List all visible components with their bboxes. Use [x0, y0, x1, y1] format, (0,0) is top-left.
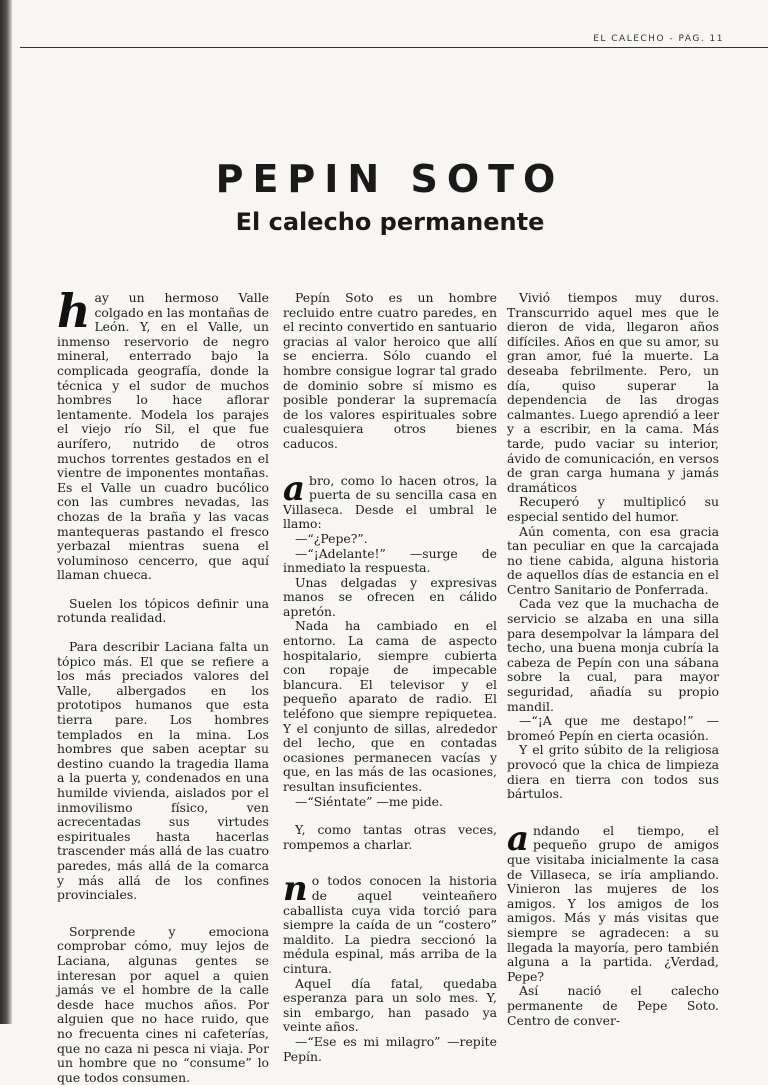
article-title: PEPIN SOTO	[215, 157, 565, 202]
column-2	[283, 291, 497, 1064]
column-1	[57, 284, 269, 1085]
paragraph-text: o todos conocen la historia de aquel veinteañero caballista cuya vida torció para siempre la caída de un “costero” maldito. La piedra seccionó la médula espinal, más arriba de la cintura.	[283, 873, 497, 976]
paragraph	[57, 284, 269, 583]
paragraph	[507, 818, 719, 985]
paragraph: Para describir Laciana falta un tópico más. El que se refiere a los más preciados valores del Valle, albergados en los prototipos humanos que esta tierra pare. Los hombres templados en la mina. Los hombres que saben aceptar su destino cuando la tragedia llama a la puerta y, condenados en una humilde vivienda, aislados por el inmovilismo físico, ven acrecentadas sus virtudes espirituales hasta hacerlas trascender más allá de las cuatro paredes, más allá de la comarca y más allá de los confines provinciales.	[57, 639, 269, 903]
drop-cap: h	[57, 284, 91, 338]
paragraph: Suelen los tópicos definir una rotunda realidad.	[57, 595, 269, 626]
page-binding-edge	[0, 0, 12, 1024]
drop-cap: n	[283, 869, 308, 910]
paragraph: Nada ha cambiado en el entorno. La cama de aspecto hospitalario, siempre cubierta con ropaje de impecable blancura. El televisor y el pequeño aparato de radio. El teléfono que siempre repiquetea. Y el conjunto de sillas, alrededor del lecho, que en contadas ocasiones permanecen vacías y que, en las más de las ocasiones, resultan insuficientes.	[283, 618, 497, 794]
paragraph: Aquel día fatal, quedaba esperanza para un solo mes. Y, sin embargo, han pasado ya veinte años.	[283, 975, 497, 1035]
running-head: EL CALECHO - PAG. 11	[593, 34, 724, 44]
drop-cap: a	[507, 818, 530, 859]
paragraph-text: bro, como lo hacen otros, la puerta de su sencilla casa en Villaseca. Desde el umbral le llamo:	[283, 472, 497, 532]
drop-cap: a	[283, 468, 306, 509]
header-rule	[20, 47, 768, 48]
paragraph: —“Ese es mi milagro” —repite Pepín.	[283, 1033, 497, 1064]
paragraph: Y, como tantas otras veces, rompemos a charlar.	[283, 822, 497, 852]
paragraph: Y el grito súbito de la religiosa provocó que la chica de limpieza diera en tierra con todos sus bártulos.	[507, 742, 719, 802]
paragraph-text: ndando el tiempo, el pequeño grupo de amigos que visitaba inicialmente la casa de Villaseca, se iría ampliando. Vinieron las mujeres de los amigos. Y los amigos de los amigos. Más y más visitas que siempre se agradecen: a su llegada la mayoría, pero también alguna a la partida. ¿Verdad, Pepe?	[507, 822, 719, 984]
paragraph: Recuperó y multiplicó su especial sentido del humor.	[507, 494, 719, 524]
paragraph: Vivió tiempos muy duros. Transcurrido aquel mes que le dieron de vida, llegaron años difíciles. Años en que su amor, su gran amor, fué la muerte. La deseaba febrilmente. Pero, un día, quiso superar la dependencia de las drogas calmantes. Luego aprendió a leer y a escribir, en la cama. Más tarde, pudo vaciar su interior, ávido de comunicación, en versos de gran carga humana y jamás dramáticos	[507, 290, 719, 495]
paragraph: Cada vez que la muchacha de servicio se alzaba en una silla para desempolvar la lámpara del techo, una buena monja cubría la cabeza de Pepín con una sábana sobre la cual, para mayor seguridad, añadía su propio mandil.	[507, 596, 719, 714]
paragraph: Sorprende y emociona comprobar cómo, muy lejos de Laciana, algunas gentes se interesan por aquel a quien jamás ve el hombre de la calle desde hace muchos años. Por alguien que no hace ruido, que no frecuenta cines ni cafeterías, que no caza ni pesca ni viaja. Por un hombre que no “consume” lo que todos consumen.	[57, 923, 269, 1085]
paragraph-text: ay un hermoso Valle colgado en las montañas de León. Y, en el Valle, un inmenso reservorio de negro mineral, enterrado bajo la complicada geografía, donde la técnica y el sudor de muchos hombres lo hace aflorar lentamente. Modela los parajes el viejo río Sil, el que fue aurífero, nutrido de otros muchos torrentes gestados en el vientre de imponentes montañas. Es el Valle un cuadro bucólico con las cumbres nevadas, las chozas de la braña y las vacas mantequeras pastando el fresco yerbazal mientras suena el voluminoso cencerro, que aquí llaman chueca.	[57, 290, 269, 583]
paragraph: Unas delgadas y expresivas manos se ofrecen en cálido apretón.	[283, 574, 497, 619]
paragraph: —“¡Adelante!” —surge de inmediato la respuesta.	[283, 545, 497, 576]
paragraph: Así nació el calecho permanente de Pepe Soto. Centro de conver-	[507, 983, 719, 1028]
article-subtitle: El calecho permanente	[235, 207, 545, 236]
paragraph	[283, 869, 497, 976]
paragraph: —“¿Pepe?”.	[295, 530, 368, 546]
paragraph	[283, 468, 497, 532]
paragraph: —“¡A que me destapo!” —bromeó Pepín en cierta ocasión.	[507, 713, 719, 743]
paragraph: —“Siéntate” —me pide.	[295, 793, 443, 809]
paragraph: Pepín Soto es un hombre recluido entre cuatro paredes, en el recinto convertido en santuario gracias al valor heroico que allí se encierra. Sólo cuando el hombre consigue lograr tal grado de dominio sobre sí mismo es posible ponderar la supremacía de los valores espirituales sobre cualesquiera otros bienes caducos.	[283, 290, 497, 451]
paragraph: Aún comenta, con esa gracia tan peculiar en que la carcajada no tiene cabida, alguna historia de aquellos días de estancia en el Centro Sanitario de Ponferrada.	[507, 523, 719, 597]
column-3	[507, 291, 719, 1028]
